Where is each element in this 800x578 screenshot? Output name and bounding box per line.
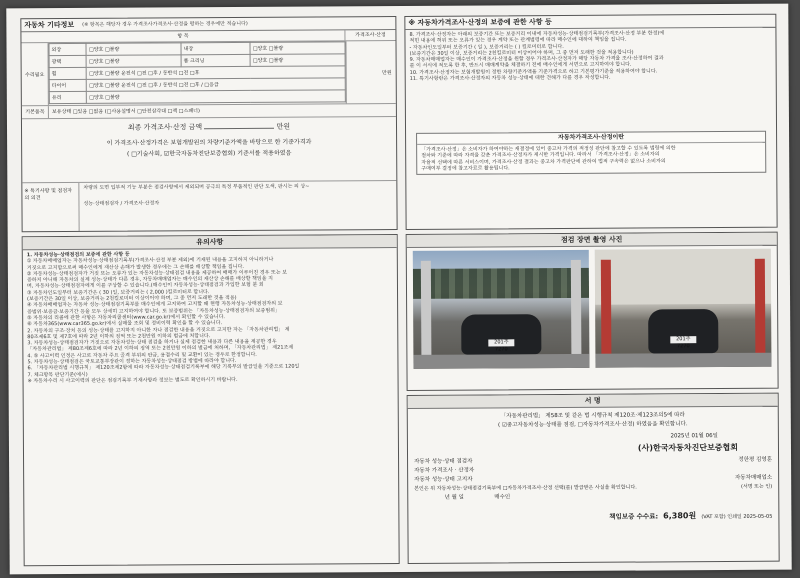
caution-line: 증범위·보증금·보증기간 등을 모두 상세히 고지하여야 합니다. 또 보증범위는 「자동차성능·상태점검자의 보증범위」 <box>27 307 281 315</box>
special-notes-note: 차량의 도면 입부적 기능 부분은 점검사항에서 제외되며 공극의 특정 부품적인 판단 도색, 판시는 의 상~ <box>83 183 310 191</box>
basic-items-value[interactable]: 보유상태 □있음 □없음 (□사용설명서 □안전삼각대 □잭 □스패너) <box>51 108 200 116</box>
signature-section <box>407 393 780 564</box>
notice-line: 절차와 기준에 따라 자격을 갖춘 가격조사·산정자가 제시한 가격입니다. 따라서 「가격조사·산정」은 소비자의 <box>421 151 660 160</box>
table-row: 광택 □양호 □불량 룸 크리닝 □양호 □불량 <box>49 54 345 68</box>
caution-line: 증하지 아니해 자동차의 실제 성능·상태가 다른 경우, 자동차매매업자는 매수인의 재산상 손해를 배상할 책임을 지 <box>26 275 273 284</box>
items-head: 항 목 <box>177 33 189 40</box>
other-info-subtitle: (※ 항목은 해당자 경우 가격조사가격조사·산정을 평하는 경우에만 적습니다) <box>82 20 248 28</box>
signer-row: 자동차 가격조사 · 산정자 <box>414 465 772 476</box>
warranty-line: 8. 가격조사·산정자는 아래의 보증기간 또는 보증거리 이내에 자동차성능·상태점검기록부(가격조사·산정 부분 한정)에 <box>409 30 665 38</box>
notice-line: 자율적 선택에 따른 서비스이며, 가격조사·산정 결과는 중고차 가격판단에 관하여 법적 구속력은 없으나 소비자의 <box>421 157 666 166</box>
rear-plate: 201주 7270 <box>670 336 696 343</box>
caution-line: 거짓으로 고지함으로써 매수인에게 재산상 손해가 발생한 경우에는 그 손해를 배상할 책임을 집니다. <box>26 263 244 271</box>
signature-statement-2[interactable]: ( ☑중고자동차성능·상태를 점검, □자동차가격조사·산정) 하였음을 확인합니다. <box>498 421 688 429</box>
caution-line: ② 자동차성능·상태점검자가 거짓 또는 오류가 있는 자동차성능·상태점검 내용을 제공하여 매매가 이루어진 경우 또는 보 <box>26 269 288 278</box>
buyer-label: 매수인 <box>494 494 511 501</box>
price-head: 가격조사·산정 <box>344 30 395 40</box>
warranty-line: 를 이 서식에 적도록 한 후, 반드시 매매계약을 체결하기 전에 매수인에게 서면으로 고지하여야 합니다. <box>409 62 632 70</box>
signer-row: 자동차 성능·상태 점검자 정한평 김영훈 <box>414 456 773 465</box>
warranty-line: - 자동차인도일부터 보증기간 ( 일 ), 보증거리는 ( ) 킬로미터로 합니다. <box>409 43 564 51</box>
caution-line: 3. 자동차성능·상태점검자가 거짓으로 자동차성능·상태 점검을 하거나 실제 점검한 내용과 다른 내용을 제공한 경우 <box>27 338 277 347</box>
fee-label: 책임보증 수수료: <box>609 512 659 521</box>
basic-items-label: 기본품목 <box>22 106 49 118</box>
signer-sign[interactable]: 자동차매매업소 <box>734 474 773 481</box>
buyer-sign[interactable]: (서명 또는 인) <box>740 483 773 490</box>
caution-line: 7. 체크항목 판단기준(예시) <box>27 371 88 378</box>
signer-sign[interactable]: 정한평 김영훈 <box>738 456 773 463</box>
repair-unit: 만원 <box>345 41 395 103</box>
caution-line: ⑥ 자동차365(www.car365.go.kr)에서 실매물 조회 및 정비이력 확인을 할 수 있습니다. <box>27 320 223 328</box>
fee-value: 6,380원 <box>663 511 697 521</box>
left-column <box>20 16 399 566</box>
standard-note-2: ( □기술사회, ☑한국자동차진단보증협회) 기준서를 적용하였음 <box>126 149 292 158</box>
warranty-line: 적힌 내용에 허위 또는 오류가 있는 경우 계약 또는 관계법령에 따라 매수인에 대하여 책임을 집니다. <box>409 36 627 45</box>
caution-line: 4. ⑤ 사고이력 인정은 사고로 자동차 주요 골격 부위의 판금, 용접수리 및 교환이 있는 경우로 한정합니다. <box>27 351 257 360</box>
caution-line: ④ 자동차매매업자는 자동차 성능·상태점검기록부를 매수인에게 고지하여 고지할 때 현행 자동차성능·상태점검자의 보 <box>27 301 283 309</box>
caution-line: 6. 「자동차관리법 시행규칙」 제120조제2항에 따라 자동차성능·상태점검기록부에 해당 기록부의 발급일을 기준으로 120일 <box>27 363 300 372</box>
table-row: 타이어 □양호 □불량 운전석 □전 □후 / 동반석 □전 □후 / □응급 <box>49 78 345 92</box>
standard-note-1: 이 가격조사·산정가격은 보험개발원의 차량기준가액을 바탕으로 한 기준가격과 <box>106 138 312 147</box>
caution-line: 「자동차관리법」 제80조제6호에 따라 2년 이하의 징역 또는 2천만원 이하의 벌금에 처하며, 「자동차관리법」 제21조제 <box>27 345 294 353</box>
warranty-line: 9. 자동차매매업자는 매수인이 가격조사·산정을 원할 경우 가격조사·산정자가 해당 자동차 가격을 조사·산정하여 결과 <box>409 55 664 64</box>
photo-title: 점검 장면 촬영 사진 <box>407 233 777 248</box>
caution-line: 5. 자동차성능·상태점검은 국토교통부장관이 정하는 자동차성능·상태점검 방법에 따라야 합니다. <box>27 358 237 366</box>
signer-row: 자동차 성능·상태 고지자 자동차매매업소 <box>414 474 773 483</box>
signature-statement-1: 「자동차관리법」 제58조 및 같은 법 시행규칙 제120조·제123조의5에 따라 <box>500 412 685 420</box>
caution-line: 2. 자동차의 구조·장치 등의 성능·상태를 고지하지 아니한 자나 점검한 내용을 거짓으로 고지한 자는 「자동차관리법」 제 <box>27 326 290 334</box>
table-row: 휠 □양호 □불량 운전석 □전 □후 / 동반석 □전 □후 <box>49 66 345 80</box>
front-inspection-photo <box>413 250 590 369</box>
caution-title: 유의사항 <box>23 235 397 250</box>
caution-line: ① 자동차매매업자는 자동차성능·상태점검기록부(가격조사·산정 부분 제외)에 기재된 내용을 고지하지 아니하거나 <box>26 257 274 265</box>
special-notes-text[interactable]: 성능·상태점검자 / 가격조사·산정자 <box>83 200 160 208</box>
caution-subtitle: 1. 자동차성능·상태점검의 보증에 관한 사항 등 <box>26 251 130 259</box>
issue-date-year: 2025 <box>670 433 685 440</box>
repair-table <box>48 41 345 104</box>
caution-line: ※ 자동차수리 시 사고이력의 판단은 점검기록부 기재사항과 정보는 별도로 확인하시기 바랍니다. <box>27 376 238 385</box>
issue-date-month: 01 <box>691 433 699 440</box>
repair-group-label: 수리필요 <box>21 43 48 105</box>
warranty-line: 11. 특기사항란은 가격조사·산정자의 자동차 성능·상태에 대한 견해가 다를 경우 작성합니다. <box>409 74 611 83</box>
notice-line: 구매여부 결정에 참고자료로 활용됩니다. <box>421 165 510 172</box>
issue-date: 2025년 01월 06일 <box>670 433 718 440</box>
warranty-line: (보증기간은 30일 이상, 보증거리는 2천킬로미터 이상이어야 하며, 그 중 먼저 도래한 것을 적용합니다) <box>409 49 634 57</box>
price-warranty-title: ※ 자동차가격조사·산정의 보증에 관한 사항 등 <box>405 15 775 30</box>
signature-title: 서 명 <box>408 394 778 409</box>
other-info-section <box>20 16 397 232</box>
caution-line: (보증기간은 30일 이상, 보증거리는 2천킬로미터 이상이어야 하며, 그 중 먼저 도래한 것을 적용) <box>27 295 237 303</box>
front-plate: 201주 7270 <box>488 339 514 346</box>
fee-line <box>414 503 772 524</box>
caution-line: 80조제6호 및 제7호에 따라 2년 이하의 징역 또는 2천만원 이하의 벌금에 처합니다. <box>27 333 211 341</box>
caution-section <box>22 234 400 566</box>
final-price-value[interactable] <box>204 128 274 129</box>
issue-date-day: 06 <box>705 433 713 440</box>
caution-line: ⑤ 자동차의 리콜에 관한 사항은 자동차리콜센터(www.car.go.kr)에서 확인할 수 있습니다. <box>27 314 226 322</box>
table-row: 외장 □양호 □불량 내장 □양호 □불량 <box>49 42 345 56</box>
rear-inspection-photo <box>595 249 772 368</box>
buyer-date-row: 년 월 일 매수인 <box>444 494 511 501</box>
signer-row: 본인은 위 자동차성능·상태점검기록부에 □자동차가격조사·산정 선택(를) 발급받은 사실을 확인합니다. (서명 또는 인) <box>414 483 773 492</box>
issuer-name: (사)한국자동차진단보증협회 <box>637 442 739 453</box>
notice-line: 「가격조사·산정」은 소비자가 하여야하는 재결정에 있어 중고차 가격의 적정성 판단에 참고할 수 있도록 법령에 의한 <box>421 145 676 153</box>
price-warranty-section <box>404 14 777 230</box>
warranty-line: 10. 가격조사·산정자는 보험개발원이 정한 차량기준가액을 기준가격으로 하고 기본평가기준을 적용하여야 합니다. <box>409 68 658 76</box>
document-page <box>6 4 791 575</box>
other-info-title: 자동차 기타정보 <box>24 20 75 30</box>
photo-section <box>406 232 779 391</box>
final-price-unit: 만원 <box>276 122 291 131</box>
special-notes-label: ※ 특기사항 및 점검자의 의견 <box>22 183 79 231</box>
price-notice-box <box>416 131 766 175</box>
caution-line: ③ 자동차인도일부터 보증기간은 ( 30 )일, 보증거리는 ( 2,000 )킬로미터로 합니다. <box>26 288 210 297</box>
final-price-label: 최종 가격조사·산정 금액 <box>127 123 203 132</box>
price-notice-title: 자동차가격조사·산정이란 <box>417 132 765 145</box>
right-column <box>404 14 779 564</box>
fee-note: (VAT 포함) 인쇄일 2025-05-05 <box>701 513 773 521</box>
caution-line: 며, 자동차성능·상태점검자에게 이를 구상할 수 있습니다.(매수인이 자동차성능·상태점검과 가입한 보험 분 회 <box>26 282 264 290</box>
table-row: 유리 □양호 □불량 <box>49 90 345 104</box>
